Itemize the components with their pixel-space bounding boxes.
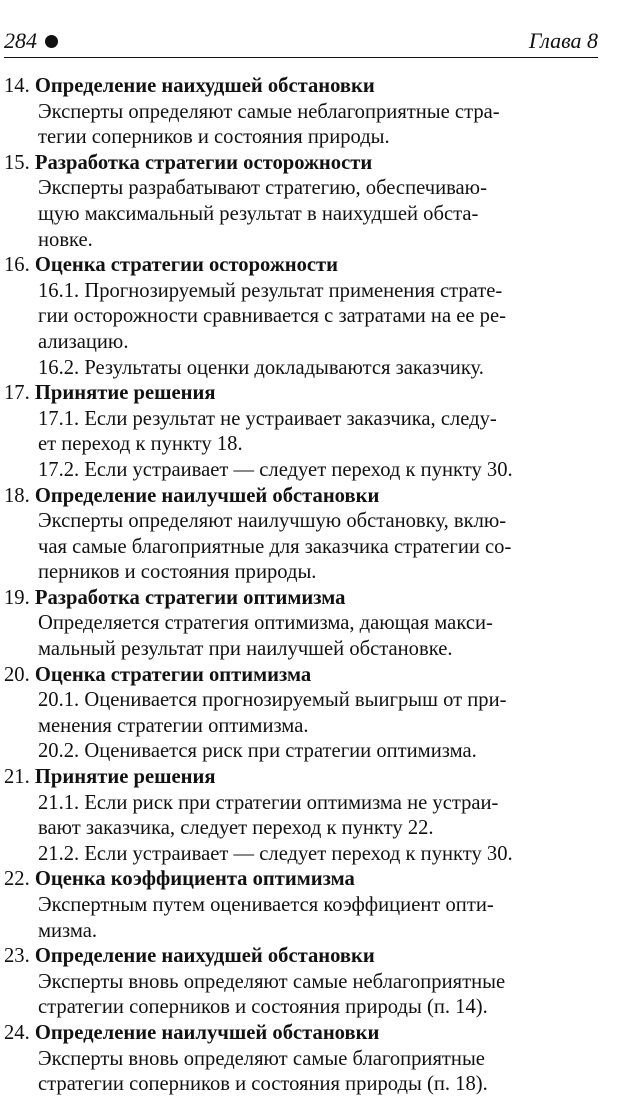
item-text-line: 20.2. Оценивается риск при стратегии оптимизма. xyxy=(38,740,477,763)
item-number: 14. xyxy=(4,75,30,97)
page-number: 284 xyxy=(4,28,37,53)
item-text-line: ализацию. xyxy=(38,330,129,353)
list-item xyxy=(4,74,594,151)
page-number-group xyxy=(4,28,58,54)
list-item xyxy=(4,586,594,663)
list-item xyxy=(4,867,594,944)
list-item xyxy=(4,151,594,253)
item-text-line: Эксперты определяют самые неблагоприятные стра- xyxy=(38,100,500,123)
item-number: 24. xyxy=(4,1021,30,1044)
item-title: Принятие решения xyxy=(34,382,216,405)
item-text-line: 16.1. Прогнозируемый результат применения страте- xyxy=(38,279,503,302)
item-number: 16. xyxy=(4,254,30,277)
list-item xyxy=(4,663,594,765)
item-title: Принятие решения xyxy=(34,766,216,789)
item-heading xyxy=(4,151,594,177)
item-text-line: Эксперты разрабатывают стратегию, обеспечиваю- xyxy=(38,177,487,200)
item-heading xyxy=(4,765,594,791)
item-text-line: вают заказчика, следует переход к пункту 22. xyxy=(38,817,434,840)
item-heading xyxy=(4,381,594,407)
item-number: 23. xyxy=(4,945,30,968)
item-text-line: перников и состояния природы. xyxy=(38,561,317,584)
chapter-title: Глава 8 xyxy=(528,28,598,53)
list-item xyxy=(4,1021,594,1098)
list-item xyxy=(4,381,594,483)
list-item xyxy=(4,253,594,381)
item-number: 19. xyxy=(4,586,30,609)
item-title: Оценка коэффициента оптимизма xyxy=(34,868,355,891)
page-content xyxy=(4,74,594,1098)
item-number: 15. xyxy=(4,151,30,174)
item-title: Определение наилучшей обстановки xyxy=(34,484,380,507)
item-title: Определение наихудшей обстановки xyxy=(34,75,375,97)
item-heading xyxy=(4,74,594,100)
item-text-line: 20.1. Оценивается прогнозируемый выигрыш от при- xyxy=(38,689,507,712)
item-title: Определение наихудшей обстановки xyxy=(34,945,375,968)
item-text-line: 17.1. Если результат не устраивает заказчика, следу- xyxy=(38,407,497,430)
item-text-line: ет переход к пункту 18. xyxy=(38,433,243,456)
list-item xyxy=(4,765,594,867)
item-title: Оценка стратегии осторожности xyxy=(34,254,339,277)
page-header xyxy=(4,24,598,58)
item-number: 18. xyxy=(4,484,30,507)
item-heading xyxy=(4,944,594,970)
item-heading xyxy=(4,663,594,689)
item-text-line: Экспертным путем оценивается коэффициент опти- xyxy=(38,894,494,916)
item-text-line: Эксперты вновь определяют самые неблагоприятные xyxy=(38,970,506,993)
item-text-line: 17.2. Если устраивает — следует переход к пункту 30. xyxy=(38,458,513,481)
item-text-line: новке. xyxy=(38,228,93,251)
item-title: Определение наилучшей обстановки xyxy=(34,1021,380,1044)
list-item xyxy=(4,484,594,586)
item-heading xyxy=(4,253,594,279)
item-text-line: Эксперты вновь определяют самые благоприятные xyxy=(38,1047,485,1070)
item-heading xyxy=(4,484,594,510)
item-text-line: щую максимальный результат в наихудшей обста- xyxy=(38,202,479,225)
item-text-line: стратегии соперников и состояния природы (п. 14). xyxy=(38,996,488,1019)
item-number: 17. xyxy=(4,382,30,405)
item-text-line: Эксперты определяют наилучшую обстановку, вклю- xyxy=(38,510,507,533)
item-heading xyxy=(4,867,594,893)
item-text-line: тегии соперников и состояния природы. xyxy=(38,126,390,149)
item-text-line: гии осторожности сравнивается с затратами на ее ре- xyxy=(38,305,506,328)
item-text-line: 16.2. Результаты оценки докладываются заказчику. xyxy=(38,356,484,379)
item-title: Оценка стратегии оптимизма xyxy=(34,663,312,686)
item-heading xyxy=(4,586,594,612)
item-text-line: 21.2. Если устраивает — следует переход к пункту 30. xyxy=(38,842,513,865)
bullet-icon xyxy=(45,35,58,48)
item-text-line: мизма. xyxy=(38,919,98,942)
item-number: 22. xyxy=(4,868,30,891)
item-number: 20. xyxy=(4,663,30,686)
item-number: 21. xyxy=(4,766,30,789)
item-text-line: Определяется стратегия оптимизма, дающая макси- xyxy=(38,612,493,635)
item-text-line: менения стратегии оптимизма. xyxy=(38,714,309,737)
item-heading xyxy=(4,1021,594,1047)
item-title: Разработка стратегии осторожности xyxy=(34,151,373,174)
item-text-line: 21.1. Если риск при стратегии оптимизма не устраи- xyxy=(38,791,499,814)
item-text-line: стратегии соперников и состояния природы (п. 18). xyxy=(38,1073,488,1096)
item-title: Разработка стратегии оптимизма xyxy=(34,586,346,609)
item-text-line: мальный результат при наилучшей обстановке. xyxy=(38,638,453,661)
item-text-line: чая самые благоприятные для заказчика стратегии со- xyxy=(38,535,512,558)
list-item xyxy=(4,944,594,1021)
